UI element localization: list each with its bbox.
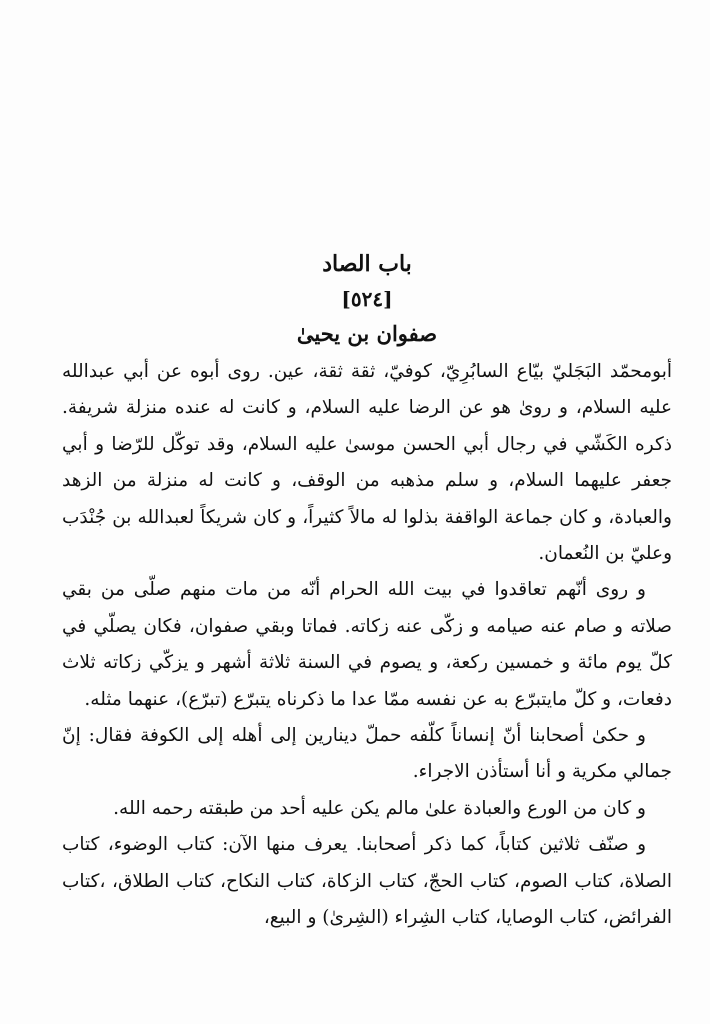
- entry-name: صفوان بن يحيىٰ: [296, 321, 438, 346]
- document-body: [62, 246, 672, 937]
- paragraph-biography: أبومحمّد البَجَليّ بيّاع السابُرِيّ، كوفيّ، ثقة ثقة، عين. روى أبوه عن أبي عبدالله عليه السلام، و روىٰ هو عن الرضا عليه السلام، و كانت له عنده منزلة شريفة. ذكره الكَشّي في رجال أبي الحسن موسىٰ عليه السلام، وقد توكّل للرّضا و أبي جعفر عليهما السلام، و سلم مذهبه من الوقف، و كانت له منزلة من الزهد والعبادة، و كان جماعة الواقفة بذلوا له مالاً كثيراً، و كان شريكاً لعبدالله بن جُنْدَب وعليّ بن النُعمان.: [62, 361, 672, 565]
- paragraph-works: و صنّف ثلاثين كتاباً، كما ذكر أصحابنا. يعرف منها الآن: كتاب الوضوء، كتاب الصلاة، كتاب الصوم، كتاب الحجّ، كتاب الزكاة، كتاب النكاح، كتاب الطلاق، ،كتاب الفرائض، كتاب الوصايا، كتاب الشِراء (الشِرىٰ) و البيع،: [62, 834, 672, 929]
- entry-number: [٥٢٤]: [341, 287, 393, 311]
- chapter-title: باب الصاد: [322, 251, 412, 277]
- paragraph-covenant: و روى أنّهم تعاقدوا في بيت الله الحرام أنّه من مات منهم صلّى من بقي صلاته و صام عنه صيامه و زكّى عنه زكاته. فماتا وبقي صفوان، فكان يصلّي في كلّ يوم مائة و خمسين ركعة، و يصوم في السنة ثلاثة أشهر و يزكّي زكاته ثلاث دفعات، و كلّ مايتبرّع به عن نفسه ممّا عدا ما ذكرناه يتبرّع (تبرّع)، عنهما مثله.: [62, 579, 672, 710]
- paragraph-piety: و كان من الورع والعبادة علىٰ مالم يكن عليه أحد من طبقته رحمه الله.: [113, 797, 646, 819]
- paragraph-anecdote: و حكىٰ أصحابنا أنّ إنساناً كلّفه حملّ دينارين إلى أهله إلى الكوفة فقال: إنّ جمالي مكرية و أنا أستأذن الاجراء.: [62, 725, 672, 783]
